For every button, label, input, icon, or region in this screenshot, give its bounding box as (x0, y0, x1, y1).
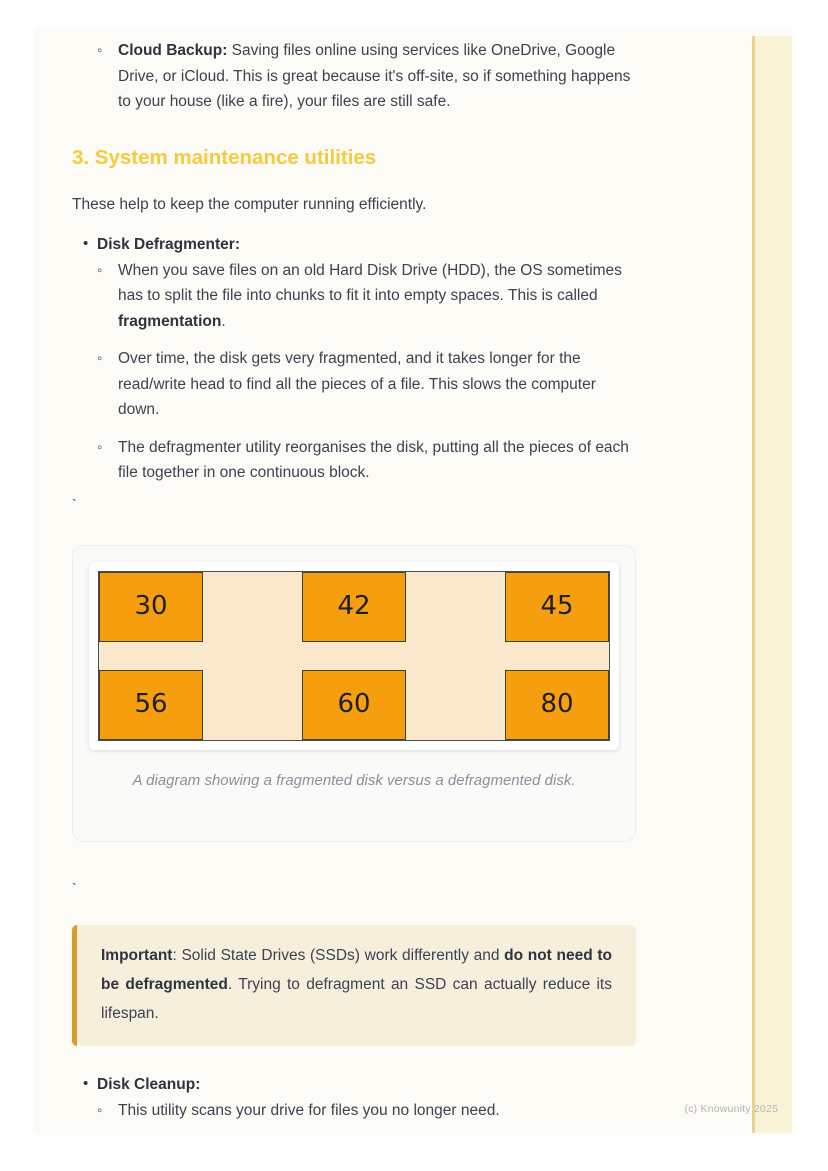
copyright-watermark: (c) Knowunity 2025 (684, 1103, 778, 1115)
disk-block: 56 (99, 670, 203, 740)
cloud-backup-text: Saving files online using services like OneDrive, Google Drive, or iCloud. This is great because it's off-site, so if something happens to your house (like a fire), your files are still safe. (118, 42, 631, 110)
diagram-row-top (99, 572, 609, 642)
defrag-item-1-bold: fragmentation (118, 312, 222, 330)
list-item-defrag-utility (72, 435, 636, 486)
list-item-cloud-backup (72, 38, 636, 115)
list-item-disk-defragmenter (72, 232, 636, 258)
disk-block: 80 (505, 670, 609, 740)
important-callout (72, 925, 636, 1046)
callout-text-2: . Trying to defragment an SSD can actually reduce its lifespan. (101, 976, 612, 1022)
document-content (72, 38, 636, 1123)
callout-text (101, 941, 612, 1028)
cleanup-item-text: This utility scans your drive for files you no longer need. (118, 1101, 500, 1119)
defrag-item-3-text: The defragmenter utility reorganises the disk, putting all the pieces of each file together in one continuous block. (118, 438, 629, 481)
disk-defragmenter-label: Disk Defragmenter: (97, 236, 240, 253)
disk-block: 45 (505, 572, 609, 642)
disk-block: 42 (302, 572, 406, 642)
disk-block: 60 (302, 670, 406, 740)
callout-text-1: : Solid State Drives (SSDs) work differently and (172, 947, 505, 964)
defrag-item-1-post: . (221, 312, 226, 330)
callout-bold-important: Important (101, 947, 173, 964)
disk-cleanup-label: Disk Cleanup: (97, 1076, 201, 1093)
document-page (36, 30, 792, 1133)
section-heading: 3. System maintenance utilities (72, 145, 377, 169)
diagram-gap-strip (99, 642, 609, 670)
disk-block: 30 (99, 572, 203, 642)
disc-bullet-icon: • (83, 1075, 89, 1092)
stray-backtick: ` (72, 880, 77, 896)
cloud-backup-label: Cloud Backup: (118, 42, 228, 59)
diagram-row-bottom (99, 670, 609, 740)
disc-bullet-icon: • (83, 235, 89, 252)
right-highlight-strip (752, 36, 792, 1133)
disk-fragmentation-diagram (98, 571, 610, 741)
callout-bold-defrag: do not need to be defragmented (101, 947, 612, 993)
circle-bullet-icon: ◦ (97, 438, 103, 456)
stray-backtick: ` (72, 495, 77, 512)
figure-caption: A diagram showing a fragmented disk versus a defragmented disk. (132, 771, 576, 789)
figure-image-panel (89, 562, 619, 750)
circle-bullet-icon: ◦ (97, 261, 103, 279)
list-item-fragmentation (72, 258, 636, 335)
defrag-item-1-text: When you save files on an old Hard Disk Drive (HDD), the OS sometimes has to split the file into chunks to fit it into empty spaces. This is called (118, 261, 622, 304)
list-item-fragmented-disk (72, 346, 636, 423)
circle-bullet-icon: ◦ (97, 350, 103, 367)
circle-bullet-icon: ◦ (97, 1101, 103, 1119)
figure-card (72, 545, 636, 843)
circle-bullet-icon: ◦ (97, 42, 103, 59)
defrag-item-2-text: Over time, the disk gets very fragmented, and it takes longer for the read/write head to find all the pieces of a file. This slows the computer down. (118, 350, 596, 418)
list-item-disk-cleanup (72, 1072, 636, 1098)
list-item-cleanup-scan (72, 1098, 636, 1124)
intro-paragraph: These help to keep the computer running efficiently. (72, 195, 427, 213)
